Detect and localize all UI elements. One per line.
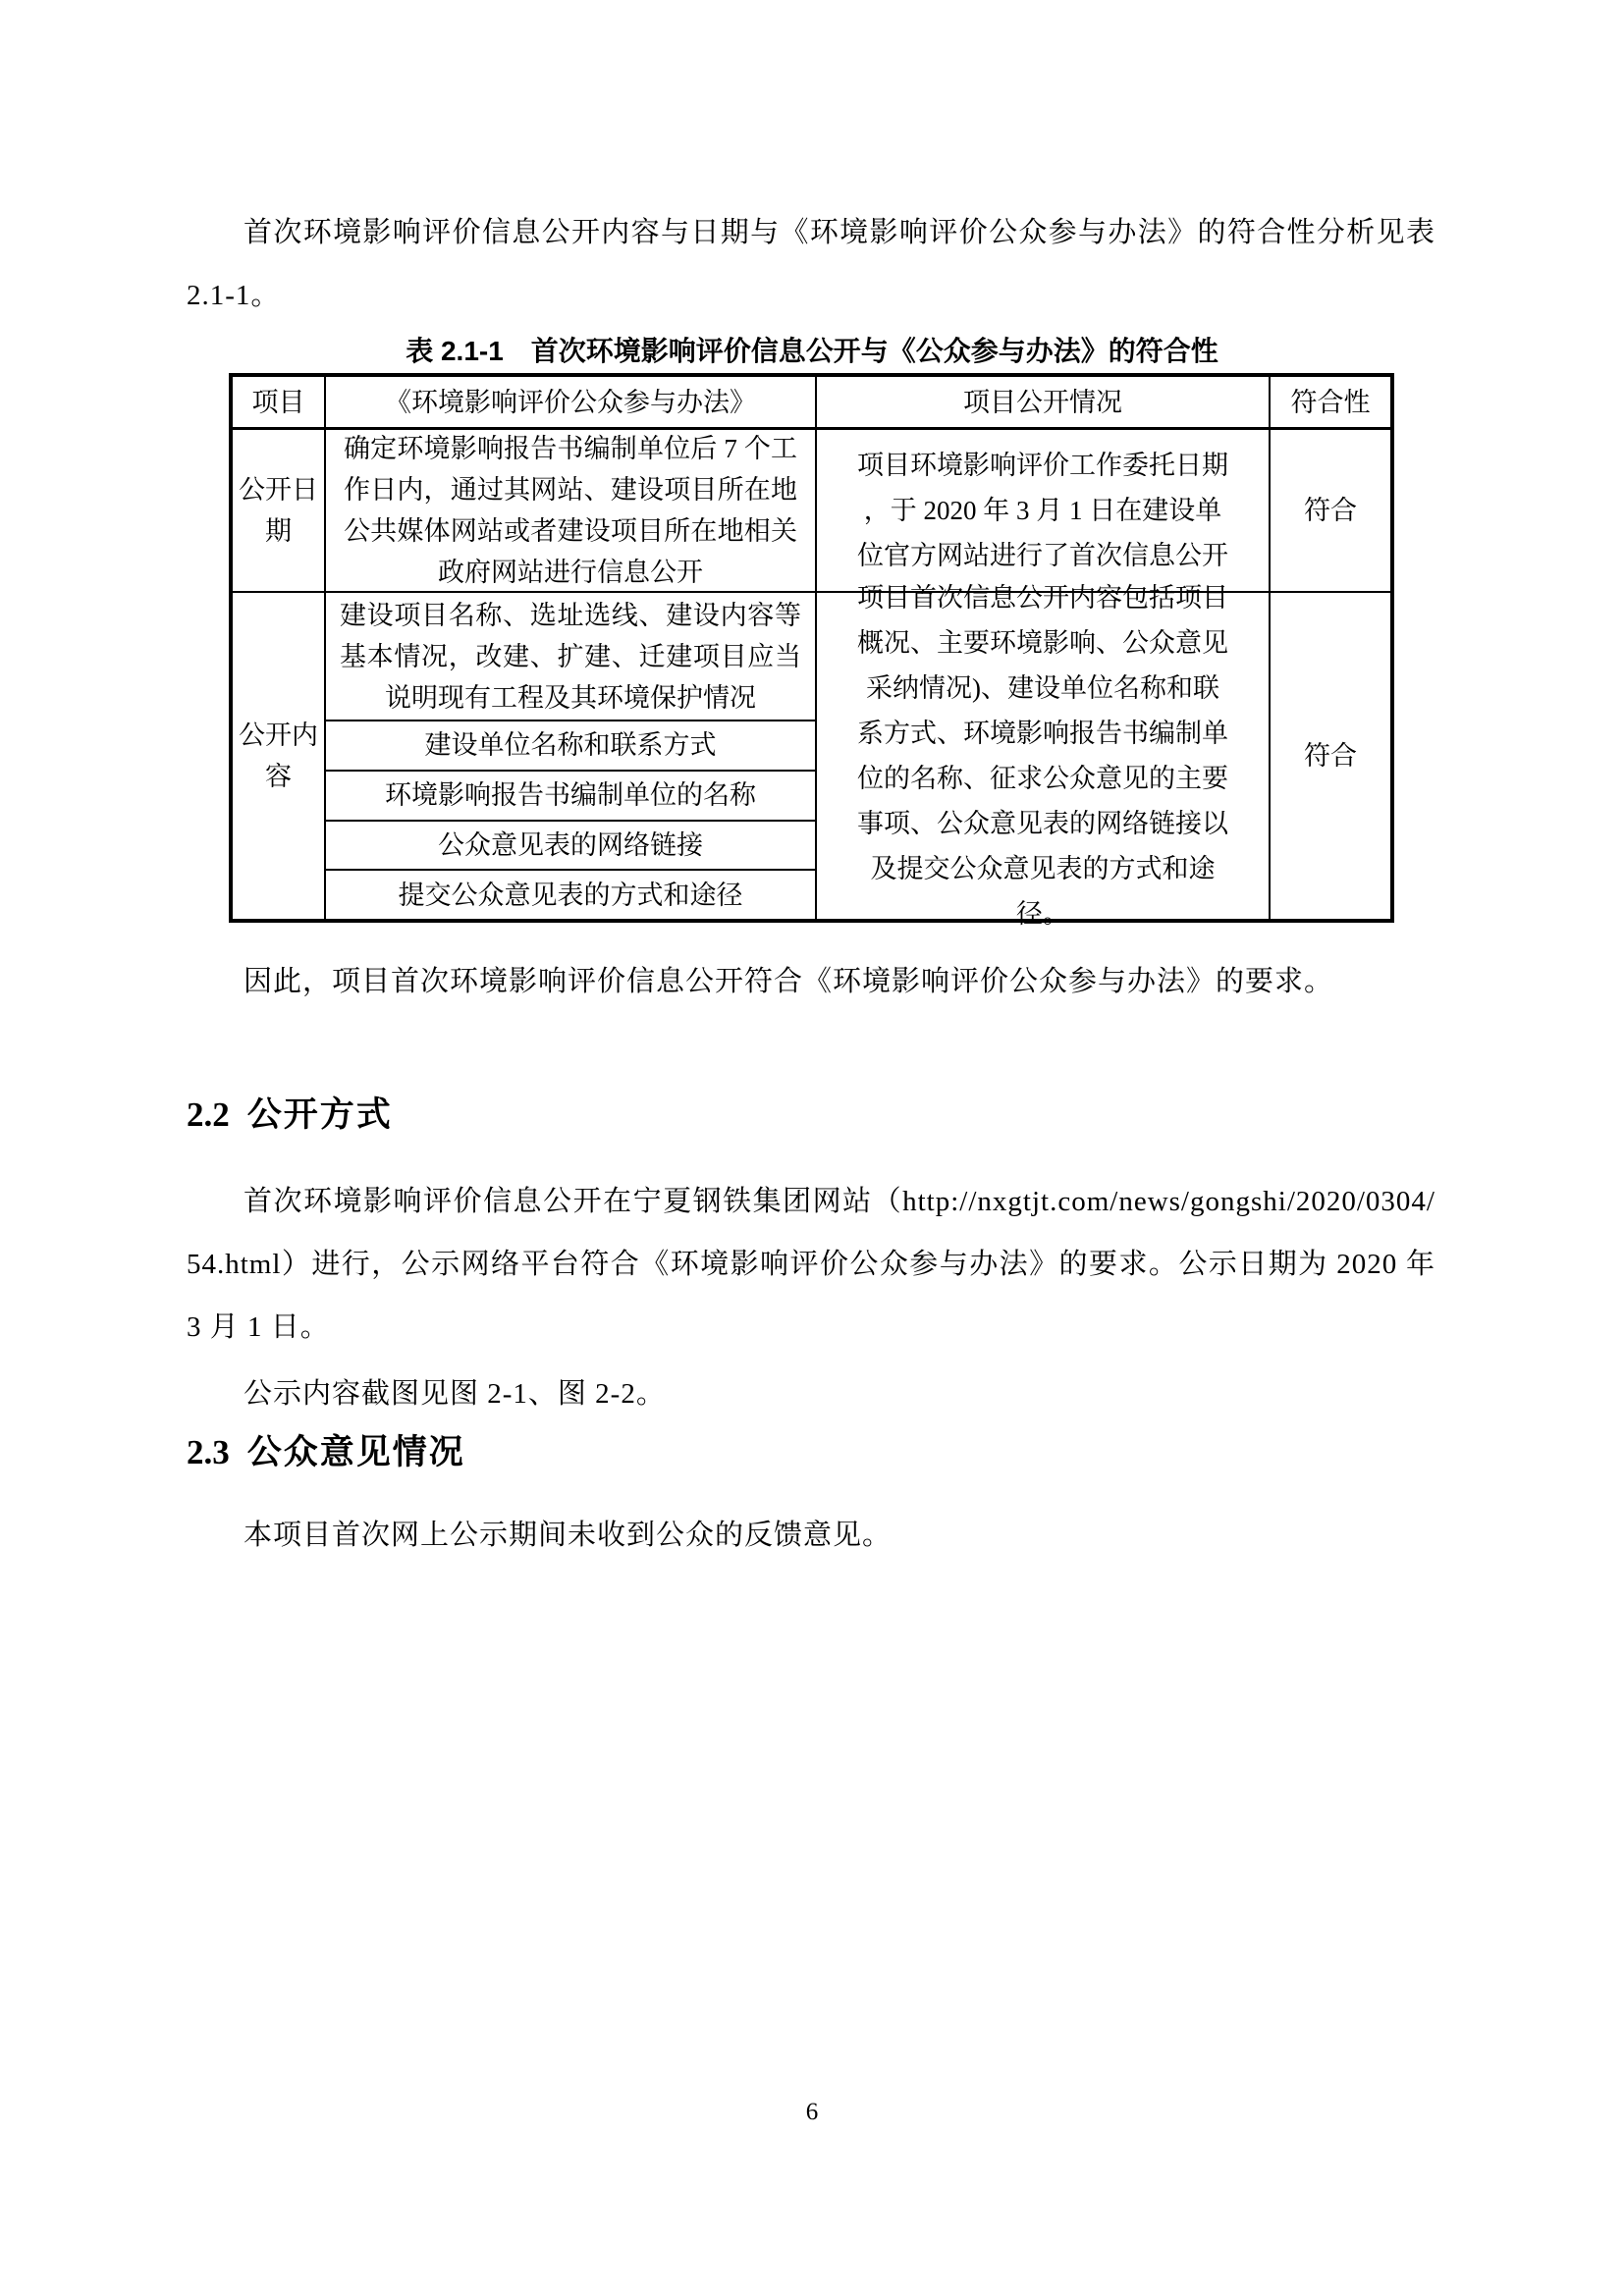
compliance-table	[229, 373, 1394, 929]
method-subcell: 环境影响报告书编制单位的名称	[326, 772, 815, 822]
section-2-2-paragraph-1: 首次环境影响评价信息公开在宁夏钢铁集团网站（http://nxgtjt.com/news/gongshi/2020/0304/54.html）进行，公示网络平台符合《环境影响评价公众参与办法》的要求。公示日期为 2020 年 3 月 1 日。	[187, 1186, 1435, 1343]
section-2-2-paragraph-2: 公示内容截图见图 2-1、图 2-2。	[244, 1378, 666, 1410]
row-item-label: 公开内容	[233, 593, 326, 919]
section-number: 2.2	[187, 1095, 230, 1134]
row-compliance-cell: 符合	[1304, 741, 1357, 771]
method-subcell-text: 建设项目名称、选址选线、建设内容等基本情况，改建、扩建、迁建项目应当说明现有工程及其环境保护情况	[340, 600, 801, 713]
row-method-text: 确定环境影响报告书编制单位后 7 个工作日内，通过其网站、建设项目所在地公共媒体网站或者建设项目所在地相关政府网站进行信息公开	[344, 434, 797, 587]
conclusion-paragraph: 因此，项目首次环境影响评价信息公开符合《环境影响评价公众参与办法》的要求。	[244, 966, 1334, 997]
method-subcell: 提交公众意见表的方式和途径	[398, 880, 743, 910]
row-compliance-cell: 符合	[1304, 496, 1357, 525]
section-number: 2.3	[187, 1433, 230, 1471]
table-header-row	[233, 377, 1390, 430]
section-heading-2-2	[187, 1088, 1435, 1137]
row-method-subcells	[326, 593, 817, 919]
section-title: 公开方式	[246, 1095, 393, 1134]
table-row	[233, 583, 1390, 929]
section-heading-2-3	[187, 1425, 1435, 1474]
page-number: 6	[805, 2099, 819, 2125]
row-item-label: 公开日期	[233, 430, 326, 591]
row-status-cell: 项目环境影响评价工作委托日期 ，于 2020 年 3 月 1 日在建设单位官方网站进行了首次信息公开	[817, 430, 1271, 591]
method-subcell: 公众意见表的网络链接	[326, 822, 815, 872]
header-compliance: 符合性	[1290, 387, 1371, 417]
row-method-cell	[326, 430, 817, 591]
method-subcell	[326, 593, 815, 721]
method-subcell: 建设单位名称和联系方式	[326, 721, 815, 772]
header-method: 《环境影响评价公众参与办法》	[326, 377, 817, 427]
intro-paragraph: 首次环境影响评价信息公开内容与日期与《环境影响评价公众参与办法》的符合性分析见表 2.1-1。	[187, 217, 1435, 311]
header-status: 项目公开情况	[817, 377, 1271, 427]
row-status-cell: 项目首次信息公开内容包括项目概况、主要环境影响、公众意见采纳情况)、建设单位名称和联系方式、环境影响报告书编制单位的名称、征求公众意见的主要事项、公众意见表的网络链接以及提交公众意见表的方式和途径。	[817, 593, 1271, 919]
section-2-3-paragraph-1: 本项目首次网上公示期间未收到公众的反馈意见。	[244, 1520, 893, 1551]
table-row	[233, 430, 1390, 593]
section-title: 公众意见情况	[246, 1433, 465, 1471]
header-item: 项目	[233, 377, 326, 427]
table-caption: 表 2.1-1 首次环境影响评价信息公开与《公众参与办法》的符合性	[406, 336, 1218, 366]
